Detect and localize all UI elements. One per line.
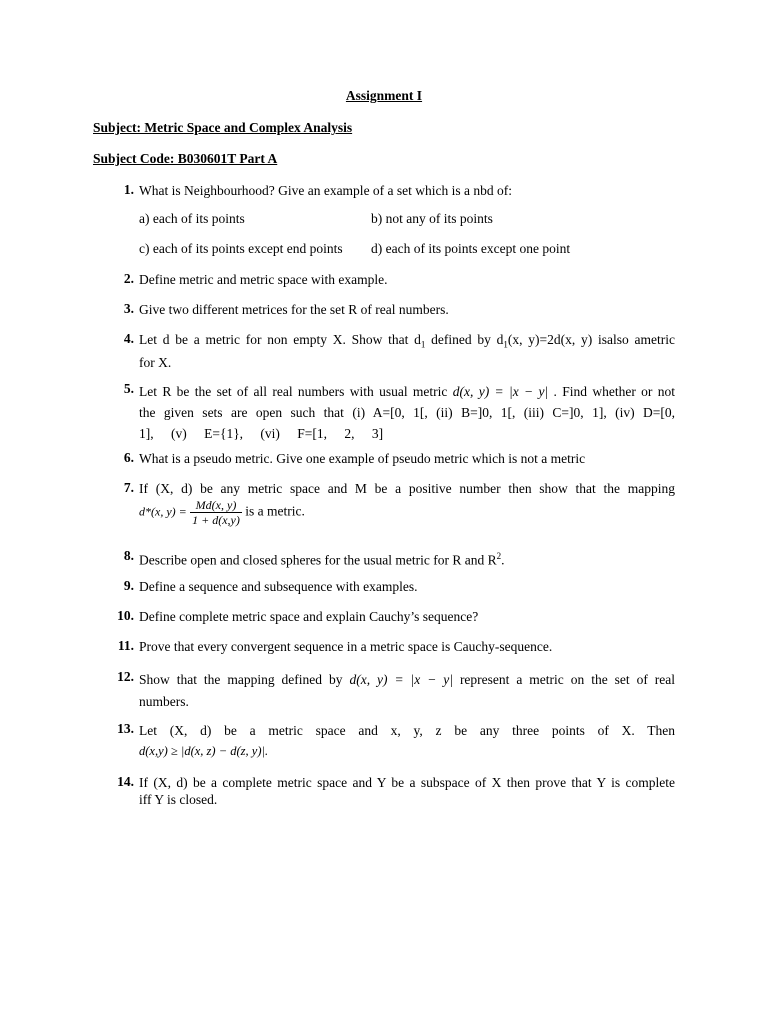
question-14-line-1: If (X, d) be a complete metric space and Y be a subspace of X then prove that Y is complete bbox=[139, 775, 675, 790]
question-10-text: Define complete metric space and explain Cauchy’s sequence? bbox=[139, 609, 479, 624]
triangle-inequality-formula: d(x,y) ≥ |d(x, z) − d(z, y)|. bbox=[139, 744, 269, 758]
question-4-text bbox=[139, 331, 675, 371]
question-1-option-d: d) each of its points except one point bbox=[371, 241, 571, 256]
question-5-line-3: 1], (v) E={1}, (vi) F=[1, 2, 3] bbox=[139, 426, 384, 441]
question-number: 8. bbox=[123, 548, 134, 563]
question-number: 3. bbox=[123, 301, 134, 316]
question-number: 9. bbox=[123, 578, 134, 593]
question-13-text bbox=[139, 721, 675, 761]
question-2-text: Define metric and metric space with example. bbox=[139, 272, 388, 287]
question-number: 2. bbox=[123, 271, 134, 286]
question-number: 6. bbox=[123, 450, 134, 465]
question-14-line-2: iff Y is closed. bbox=[139, 792, 218, 807]
question-1-option-a: a) each of its points bbox=[139, 211, 245, 226]
question-7-formula: d*(x, y) = $\frac{Md(x, y)}{1 + d(x,y)}$ is a metric. bbox=[139, 498, 305, 527]
usual-metric-formula: d(x, y) = |x − y| bbox=[452, 384, 549, 399]
question-12-line-2: numbers. bbox=[139, 694, 189, 709]
question-9-text: Define a sequence and subsequence with examples. bbox=[139, 579, 418, 594]
question-1-text: What is Neighbourhood? Give an example of a set which is a nbd of: bbox=[139, 183, 513, 198]
question-number: 11. bbox=[117, 638, 134, 653]
question-5-line-1: Let R be the set of all real numbers with usual metric d(x, y) = |x − y| . Find whether or not bbox=[139, 384, 675, 399]
metric-formula: d(x, y) = |x − y| bbox=[349, 672, 453, 687]
question-number: 1. bbox=[123, 182, 134, 197]
question-12-line-1: Show that the mapping defined by d(x, y) = |x − y| represent a metric on the set of real bbox=[139, 672, 676, 687]
question-1-option-b: b) not any of its points bbox=[371, 211, 493, 226]
question-7-text bbox=[139, 480, 675, 497]
subject-line: Subject: Metric Space and Complex Analysis bbox=[93, 120, 353, 135]
question-6-text: What is a pseudo metric. Give one example of pseudo metric which is not a metric bbox=[139, 451, 586, 466]
question-number: 12. bbox=[117, 669, 134, 684]
question-number: 13. bbox=[117, 721, 134, 736]
question-11-text: Prove that every convergent sequence in a metric space is Cauchy-sequence. bbox=[139, 639, 553, 654]
question-13-line-1: Let (X, d) be a metric space and x, y, z be any three points of X. Then bbox=[139, 723, 675, 738]
question-4-line-1: Let d be a metric for non empty X. Show that $d_1$ defined by $d_1(x$, y)=2d(x, y) isalso ametric bbox=[139, 332, 675, 350]
metric-fraction: $\frac{Md(x, y)}{1 + d(x,y)}$ bbox=[192, 498, 240, 527]
question-number: 4. bbox=[123, 331, 134, 346]
assignment-title: Assignment I bbox=[345, 88, 423, 103]
question-14-text bbox=[139, 774, 675, 808]
subject-code-line: Subject Code: B030601T Part A bbox=[93, 151, 278, 166]
question-1-option-c: c) each of its points except end points bbox=[139, 241, 343, 256]
question-4-line-2: for X. bbox=[139, 354, 172, 370]
question-7-line-1: If (X, d) be any metric space and M be a positive number then show that the mapping bbox=[139, 481, 675, 496]
question-number: 10. bbox=[117, 608, 134, 623]
question-5-line-2: the given sets are open such that (i) A=[0, 1[, (ii) B=]0, 1[, (iii) C=]0, 1], (iv) D=[0, bbox=[139, 405, 675, 420]
question-number: 14. bbox=[117, 774, 134, 789]
question-5-text bbox=[139, 381, 675, 444]
question-8-text: Describe open and closed spheres for the usual metric for R and $R^2$. bbox=[139, 551, 505, 568]
question-number: 7. bbox=[123, 480, 134, 495]
question-3-text: Give two different metrices for the set R of real numbers. bbox=[139, 302, 449, 317]
question-12-text bbox=[139, 669, 675, 713]
question-number: 5. bbox=[123, 381, 134, 396]
